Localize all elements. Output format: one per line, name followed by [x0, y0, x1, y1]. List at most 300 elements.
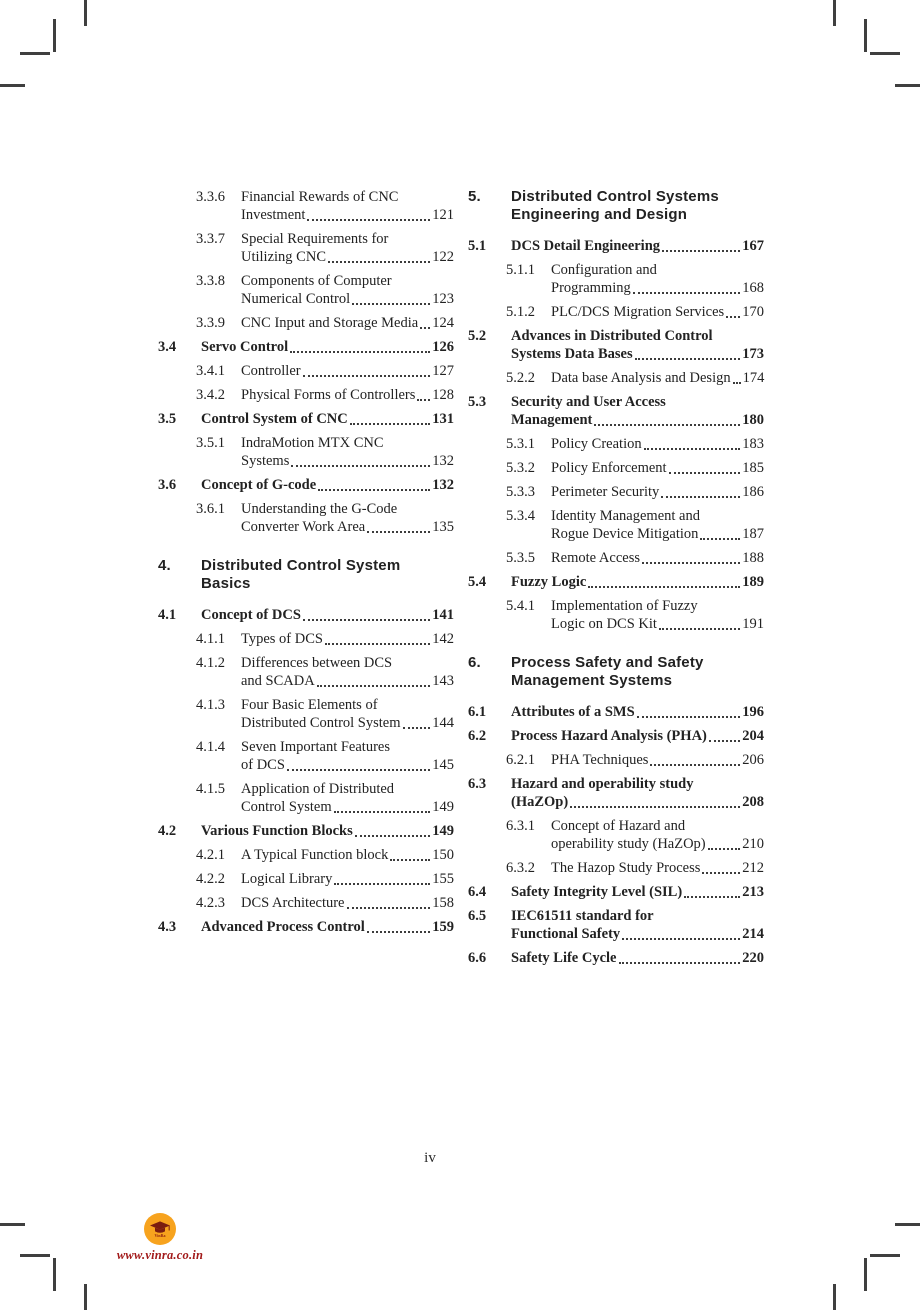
toc-entry-page: 183: [742, 436, 764, 452]
crop-mark: [20, 1254, 50, 1257]
toc-entry-line: Management Systems: [511, 672, 673, 689]
toc-entry-lastline: [201, 918, 454, 936]
toc-entry-number: 4.1.1: [196, 631, 225, 647]
dot-leader: [700, 538, 740, 540]
dot-leader: [303, 375, 431, 377]
toc-entry-lastline: [551, 751, 764, 769]
toc-entry-body: [511, 654, 764, 690]
toc-entry-lastline: [201, 476, 454, 494]
toc-entry-title: Systems: [241, 453, 290, 469]
dot-leader: [347, 907, 431, 909]
toc-entry-body: [551, 597, 764, 633]
toc-entry-lastline: [241, 630, 454, 648]
toc-entry-body: [241, 314, 454, 332]
toc-entry-5.1.2: [468, 303, 764, 321]
toc-entry-number: 5.1: [468, 238, 487, 254]
toc-entry-lastline: [201, 338, 454, 356]
toc-entry-title: Attributes of a SMS: [511, 704, 635, 720]
toc-entry-body: [511, 775, 764, 811]
toc-entry-lastline: [551, 615, 764, 633]
toc-entry-body: [241, 386, 454, 404]
dot-leader: [661, 496, 740, 498]
toc-entry-page: 149: [432, 823, 454, 839]
toc-entry-4.: [158, 557, 454, 593]
toc-entry-number: 5.3.1: [506, 436, 535, 452]
toc-entry-number: 5.1.2: [506, 304, 535, 320]
toc-entry-page: 185: [742, 460, 764, 476]
publisher-logo: [144, 1213, 176, 1245]
toc-entry-title: of DCS: [241, 757, 285, 773]
toc-entry-lastline: [241, 714, 454, 732]
toc-entry-line: Process Safety and Safety: [511, 654, 704, 671]
toc-entry-6.3.1: [468, 817, 764, 853]
toc-entry-number: 5.3.4: [506, 508, 535, 524]
toc-entry-lastline: [511, 703, 764, 721]
toc-entry-page: 220: [742, 950, 764, 966]
toc-entry-number: 3.5.1: [196, 435, 225, 451]
crop-mark: [0, 1223, 25, 1226]
toc-entry-body: [551, 303, 764, 321]
toc-entry-number: 5.3.5: [506, 550, 535, 566]
toc-entry-5.1.1: [468, 261, 764, 297]
toc-entry-title: Types of DCS: [241, 631, 323, 647]
dot-leader: [325, 643, 430, 645]
toc-entry-page: 121: [432, 207, 454, 223]
dot-leader: [317, 685, 431, 687]
toc-entry-title: and SCADA: [241, 673, 315, 689]
toc-entry-line: Differences between DCS: [241, 655, 393, 671]
toc-entry-4.3: [158, 918, 454, 936]
toc-entry-3.3.9: [158, 314, 454, 332]
toc-entry-title: Programming: [551, 280, 631, 296]
toc-entry-title: Policy Enforcement: [551, 460, 667, 476]
toc-entry-number: 5.3.3: [506, 484, 535, 500]
toc-entry-lastline: [511, 411, 764, 429]
toc-entry-lastline: [241, 206, 454, 224]
toc-entry-lastline: [511, 949, 764, 967]
toc-entry-lastline: [241, 386, 454, 404]
toc-entry-page: 142: [432, 631, 454, 647]
toc-entry-page: 188: [742, 550, 764, 566]
toc-entry-title: The Hazop Study Process: [551, 860, 701, 876]
toc-entry-3.5.1: [158, 434, 454, 470]
toc-entry-body: [551, 817, 764, 853]
toc-entry-number: 3.6: [158, 477, 177, 493]
toc-entry-line: Financial Rewards of CNC: [241, 189, 399, 205]
toc-entry-5.: [468, 188, 764, 224]
toc-entry-title: Management: [511, 412, 593, 428]
toc-entry-lastline: [241, 314, 454, 332]
toc-entry-number: 3.3.6: [196, 189, 225, 205]
dot-leader: [708, 848, 741, 850]
toc-entry-3.3.8: [158, 272, 454, 308]
crop-mark: [833, 0, 836, 26]
toc-entry-page: 213: [742, 884, 764, 900]
toc-entry-lastline: [551, 859, 764, 877]
toc-entry-5.3.5: [468, 549, 764, 567]
toc-entry-body: [241, 870, 454, 888]
toc-entry-body: [511, 237, 764, 255]
crop-mark: [895, 84, 920, 87]
toc-entry-lastline: [511, 883, 764, 901]
toc-entry-body: [241, 362, 454, 380]
toc-entry-line: Implementation of Fuzzy: [551, 598, 698, 614]
toc-entry-page: 208: [742, 794, 764, 810]
toc-entry-title: Servo Control: [201, 339, 289, 355]
toc-entry-page: 212: [742, 860, 764, 876]
toc-entry-number: 4.1.2: [196, 655, 225, 671]
toc-entry-6.3.2: [468, 859, 764, 877]
toc-entry-page: 123: [432, 291, 454, 307]
toc-entry-body: [241, 894, 454, 912]
crop-mark: [84, 1284, 87, 1310]
toc-entry-title: Physical Forms of Controllers: [241, 387, 416, 403]
toc-entry-body: [551, 859, 764, 877]
dot-leader: [669, 472, 741, 474]
page-number: iv: [424, 1150, 436, 1166]
toc-entry-body: [511, 393, 764, 429]
toc-entry-line: Advances in Distributed Control: [511, 328, 713, 344]
toc-entry-title: Control System of CNC: [201, 411, 348, 427]
toc-entry-lastline: [241, 756, 454, 774]
toc-entry-body: [511, 327, 764, 363]
toc-entry-lastline: [241, 870, 454, 888]
toc-entry-page: 191: [742, 616, 764, 632]
toc-entry-title: Converter Work Area: [241, 519, 366, 535]
dot-leader: [570, 806, 740, 808]
toc-entry-line: Distributed Control Systems: [511, 188, 719, 205]
toc-entry-number: 6.2: [468, 728, 487, 744]
toc-entry-number: 6.3.2: [506, 860, 535, 876]
toc-entry-number: 4.3: [158, 919, 177, 935]
toc-entry-body: [551, 435, 764, 453]
toc-entry-body: [201, 557, 454, 593]
toc-entry-title: Remote Access: [551, 550, 640, 566]
toc-entry-6.1: [468, 703, 764, 721]
toc-entry-4.1.4: [158, 738, 454, 774]
dot-leader: [684, 896, 740, 898]
toc-entry-number: 6.5: [468, 908, 487, 924]
toc-entry-number: 5.4: [468, 574, 487, 590]
toc-entry-body: [241, 434, 454, 470]
toc-entry-page: 180: [742, 412, 764, 428]
toc-entry-page: 187: [742, 526, 764, 542]
toc-entry-title: DCS Architecture: [241, 895, 345, 911]
toc-entry-3.5: [158, 410, 454, 428]
toc-entry-body: [551, 549, 764, 567]
dot-leader: [303, 619, 430, 621]
toc-entry-6.4: [468, 883, 764, 901]
toc-entry-title: A Typical Function block: [241, 847, 389, 863]
dot-leader: [328, 261, 430, 263]
crop-mark: [870, 52, 900, 55]
toc-entry-page: 206: [742, 752, 764, 768]
dot-leader: [307, 219, 430, 221]
toc-entry-3.4.2: [158, 386, 454, 404]
toc-entry-3.6.1: [158, 500, 454, 536]
toc-entry-lastline: [241, 672, 454, 690]
dot-leader: [662, 250, 740, 252]
toc-entry-lastline: [551, 459, 764, 477]
toc-entry-line: IEC61511 standard for: [511, 908, 654, 924]
toc-entry-line: Identity Management and: [551, 508, 700, 524]
toc-entry-number: 6.: [468, 654, 481, 671]
toc-entry-number: 3.4.2: [196, 387, 225, 403]
dot-leader: [635, 358, 741, 360]
toc-entry-number: 4.2: [158, 823, 177, 839]
toc-entry-body: [241, 738, 454, 774]
toc-entry-title: PHA Techniques: [551, 752, 649, 768]
crop-mark: [20, 52, 50, 55]
toc-entry-5.2: [468, 327, 764, 363]
toc-entry-number: 6.2.1: [506, 752, 535, 768]
toc-entry-lastline: [511, 345, 764, 363]
toc-entry-title: Process Hazard Analysis (PHA): [511, 728, 707, 744]
toc-entry-number: 4.1.5: [196, 781, 225, 797]
toc-entry-lastline: [511, 237, 764, 255]
dot-leader: [367, 531, 430, 533]
dot-leader: [352, 303, 430, 305]
toc-entry-page: 155: [432, 871, 454, 887]
toc-entry-4.1.1: [158, 630, 454, 648]
toc-entry-body: [201, 822, 454, 840]
toc-entry-lastline: [241, 290, 454, 308]
toc-entry-6.2.1: [468, 751, 764, 769]
dot-leader: [588, 586, 740, 588]
toc-entry-number: 3.3.7: [196, 231, 225, 247]
dot-leader: [637, 716, 741, 718]
toc-entry-page: 159: [432, 919, 454, 935]
toc-entry-number: 4.2.2: [196, 871, 225, 887]
dot-leader: [417, 399, 430, 401]
toc-entry-body: [511, 949, 764, 967]
publisher-website: www.vinra.co.in: [116, 1248, 204, 1262]
toc-entry-number: 6.4: [468, 884, 487, 900]
toc-entry-body: [511, 573, 764, 591]
toc-entry-title: Data base Analysis and Design: [551, 370, 731, 386]
toc-entry-body: [241, 230, 454, 266]
toc-column-left: [158, 188, 454, 942]
toc-entry-title: Concept of DCS: [201, 607, 301, 623]
toc-entry-lastline: [551, 435, 764, 453]
toc-entry-lastline: [511, 573, 764, 591]
toc-entry-3.3.7: [158, 230, 454, 266]
dot-leader: [350, 423, 431, 425]
dot-leader: [318, 489, 430, 491]
toc-entry-line: Four Basic Elements of: [241, 697, 378, 713]
toc-entry-number: 5.: [468, 188, 481, 205]
toc-entry-page: 122: [432, 249, 454, 265]
toc-entry-5.4: [468, 573, 764, 591]
toc-entry-body: [551, 507, 764, 543]
toc-entry-number: 5.3: [468, 394, 487, 410]
toc-entry-lastline: [551, 525, 764, 543]
toc-entry-4.1.2: [158, 654, 454, 690]
toc-entry-lastline: [551, 369, 764, 387]
toc-entry-number: 4.2.1: [196, 847, 225, 863]
toc-entry-line: Concept of Hazard and: [551, 818, 686, 834]
toc-entry-number: 4.1: [158, 607, 177, 623]
toc-entry-lastline: [241, 518, 454, 536]
toc-entry-body: [551, 369, 764, 387]
toc-entry-lastline: [511, 727, 764, 745]
toc-entry-page: 150: [432, 847, 454, 863]
toc-entry-4.2.2: [158, 870, 454, 888]
toc-entry-lastline: [241, 846, 454, 864]
crop-mark: [53, 1258, 56, 1291]
dot-leader: [355, 835, 431, 837]
toc-entry-lastline: [551, 835, 764, 853]
toc-entry-body: [511, 188, 764, 224]
toc-entry-body: [551, 459, 764, 477]
toc-entry-3.6: [158, 476, 454, 494]
dot-leader: [650, 764, 740, 766]
toc-entry-4.2.1: [158, 846, 454, 864]
toc-entry-body: [511, 883, 764, 901]
toc-entry-page: 143: [432, 673, 454, 689]
toc-entry-body: [241, 696, 454, 732]
toc-entry-6.2: [468, 727, 764, 745]
dot-leader: [287, 769, 430, 771]
toc-entry-line: Seven Important Features: [241, 739, 390, 755]
toc-entry-line: IndraMotion MTX CNC: [241, 435, 384, 451]
toc-entry-lastline: [551, 279, 764, 297]
dot-leader: [659, 628, 740, 630]
toc-entry-title: Safety Life Cycle: [511, 950, 617, 966]
toc-entry-title: CNC Input and Storage Media: [241, 315, 419, 331]
toc-entry-page: 196: [742, 704, 764, 720]
toc-entry-6.6: [468, 949, 764, 967]
toc-entry-title: Fuzzy Logic: [511, 574, 587, 590]
toc-entry-page: 124: [432, 315, 454, 331]
crop-mark: [895, 1223, 920, 1226]
toc-entry-body: [241, 654, 454, 690]
toc-entry-title: PLC/DCS Migration Services: [551, 304, 725, 320]
toc-entry-body: [241, 272, 454, 308]
toc-entry-lastline: [511, 925, 764, 943]
toc-entry-title: (HaZOp): [511, 794, 569, 810]
toc-entry-title: Control System: [241, 799, 332, 815]
toc-entry-title: Numerical Control: [241, 291, 351, 307]
toc-entry-5.3.3: [468, 483, 764, 501]
toc-entry-page: 127: [432, 363, 454, 379]
toc-entry-number: 6.3: [468, 776, 487, 792]
dot-leader: [619, 962, 741, 964]
dot-leader: [642, 562, 740, 564]
toc-entry-title: Distributed Control System: [241, 715, 401, 731]
toc-entry-3.3.6: [158, 188, 454, 224]
toc-entry-lastline: [241, 452, 454, 470]
toc-entry-line: Distributed Control System Basics: [201, 557, 401, 592]
toc-entry-body: [551, 751, 764, 769]
toc-entry-number: 4.1.3: [196, 697, 225, 713]
toc-entry-5.3.4: [468, 507, 764, 543]
dot-leader: [334, 883, 430, 885]
crop-mark: [0, 84, 25, 87]
dot-leader: [390, 859, 430, 861]
toc-entry-number: 6.3.1: [506, 818, 535, 834]
toc-entry-title: Controller: [241, 363, 301, 379]
toc-entry-title: Logical Library: [241, 871, 333, 887]
logo-label: VinRa: [154, 1232, 166, 1238]
toc-entry-page: 170: [742, 304, 764, 320]
toc-entry-lastline: [551, 303, 764, 321]
toc-entry-line: Hazard and operability study: [511, 776, 694, 792]
toc-entry-5.1: [468, 237, 764, 255]
toc-entry-title: Various Function Blocks: [201, 823, 353, 839]
toc-entry-page: 168: [742, 280, 764, 296]
toc-entry-page: 131: [432, 411, 454, 427]
toc-entry-lastline: [241, 362, 454, 380]
toc-entry-page: 132: [432, 453, 454, 469]
crop-mark: [53, 19, 56, 52]
toc-column-right: [468, 188, 764, 973]
toc-entry-body: [201, 476, 454, 494]
toc-entry-lastline: [551, 549, 764, 567]
toc-entry-body: [241, 630, 454, 648]
dot-leader: [702, 872, 740, 874]
toc-entry-number: 4.: [158, 557, 171, 574]
dot-leader: [290, 351, 430, 353]
toc-entry-number: 6.1: [468, 704, 487, 720]
toc-entry-body: [241, 846, 454, 864]
toc-entry-page: 214: [742, 926, 764, 942]
toc-entry-title: Rogue Device Mitigation: [551, 526, 699, 542]
toc-entry-title: Utilizing CNC: [241, 249, 326, 265]
toc-entry-number: 6.6: [468, 950, 487, 966]
toc-entry-4.1: [158, 606, 454, 624]
toc-entry-page: 189: [742, 574, 764, 590]
toc-entry-lastline: [241, 798, 454, 816]
toc-entry-3.4: [158, 338, 454, 356]
toc-entry-line: Engineering and Design: [511, 206, 688, 223]
dot-leader: [633, 292, 741, 294]
toc-entry-page: 173: [742, 346, 764, 362]
toc-entry-number: 5.2.2: [506, 370, 535, 386]
toc-entry-lastline: [201, 822, 454, 840]
toc-entry-body: [241, 780, 454, 816]
toc-entry-number: 5.1.1: [506, 262, 535, 278]
toc-entry-line: Application of Distributed: [241, 781, 395, 797]
crop-mark: [864, 1258, 867, 1291]
toc-entry-6.: [468, 654, 764, 690]
toc-entry-page: 149: [432, 799, 454, 815]
dot-leader: [594, 424, 740, 426]
toc-entry-body: [511, 703, 764, 721]
toc-entry-title: Perimeter Security: [551, 484, 660, 500]
toc-entry-number: 3.6.1: [196, 501, 225, 517]
toc-entry-page: 204: [742, 728, 764, 744]
toc-entry-page: 167: [742, 238, 764, 254]
crop-mark: [84, 0, 87, 26]
dot-leader: [644, 448, 741, 450]
toc-entry-lastline: [551, 483, 764, 501]
toc-entry-page: 210: [742, 836, 764, 852]
toc-entry-body: [201, 918, 454, 936]
crop-mark: [864, 19, 867, 52]
dot-leader: [334, 811, 431, 813]
toc-entry-4.1.3: [158, 696, 454, 732]
toc-entry-body: [551, 261, 764, 297]
toc-entry-lastline: [511, 793, 764, 811]
toc-entry-title: Investment: [241, 207, 306, 223]
dot-leader: [622, 938, 740, 940]
toc-entry-body: [201, 410, 454, 428]
toc-entry-6.3: [468, 775, 764, 811]
toc-entry-page: 158: [432, 895, 454, 911]
crop-mark: [870, 1254, 900, 1257]
toc-entry-number: 3.3.8: [196, 273, 225, 289]
